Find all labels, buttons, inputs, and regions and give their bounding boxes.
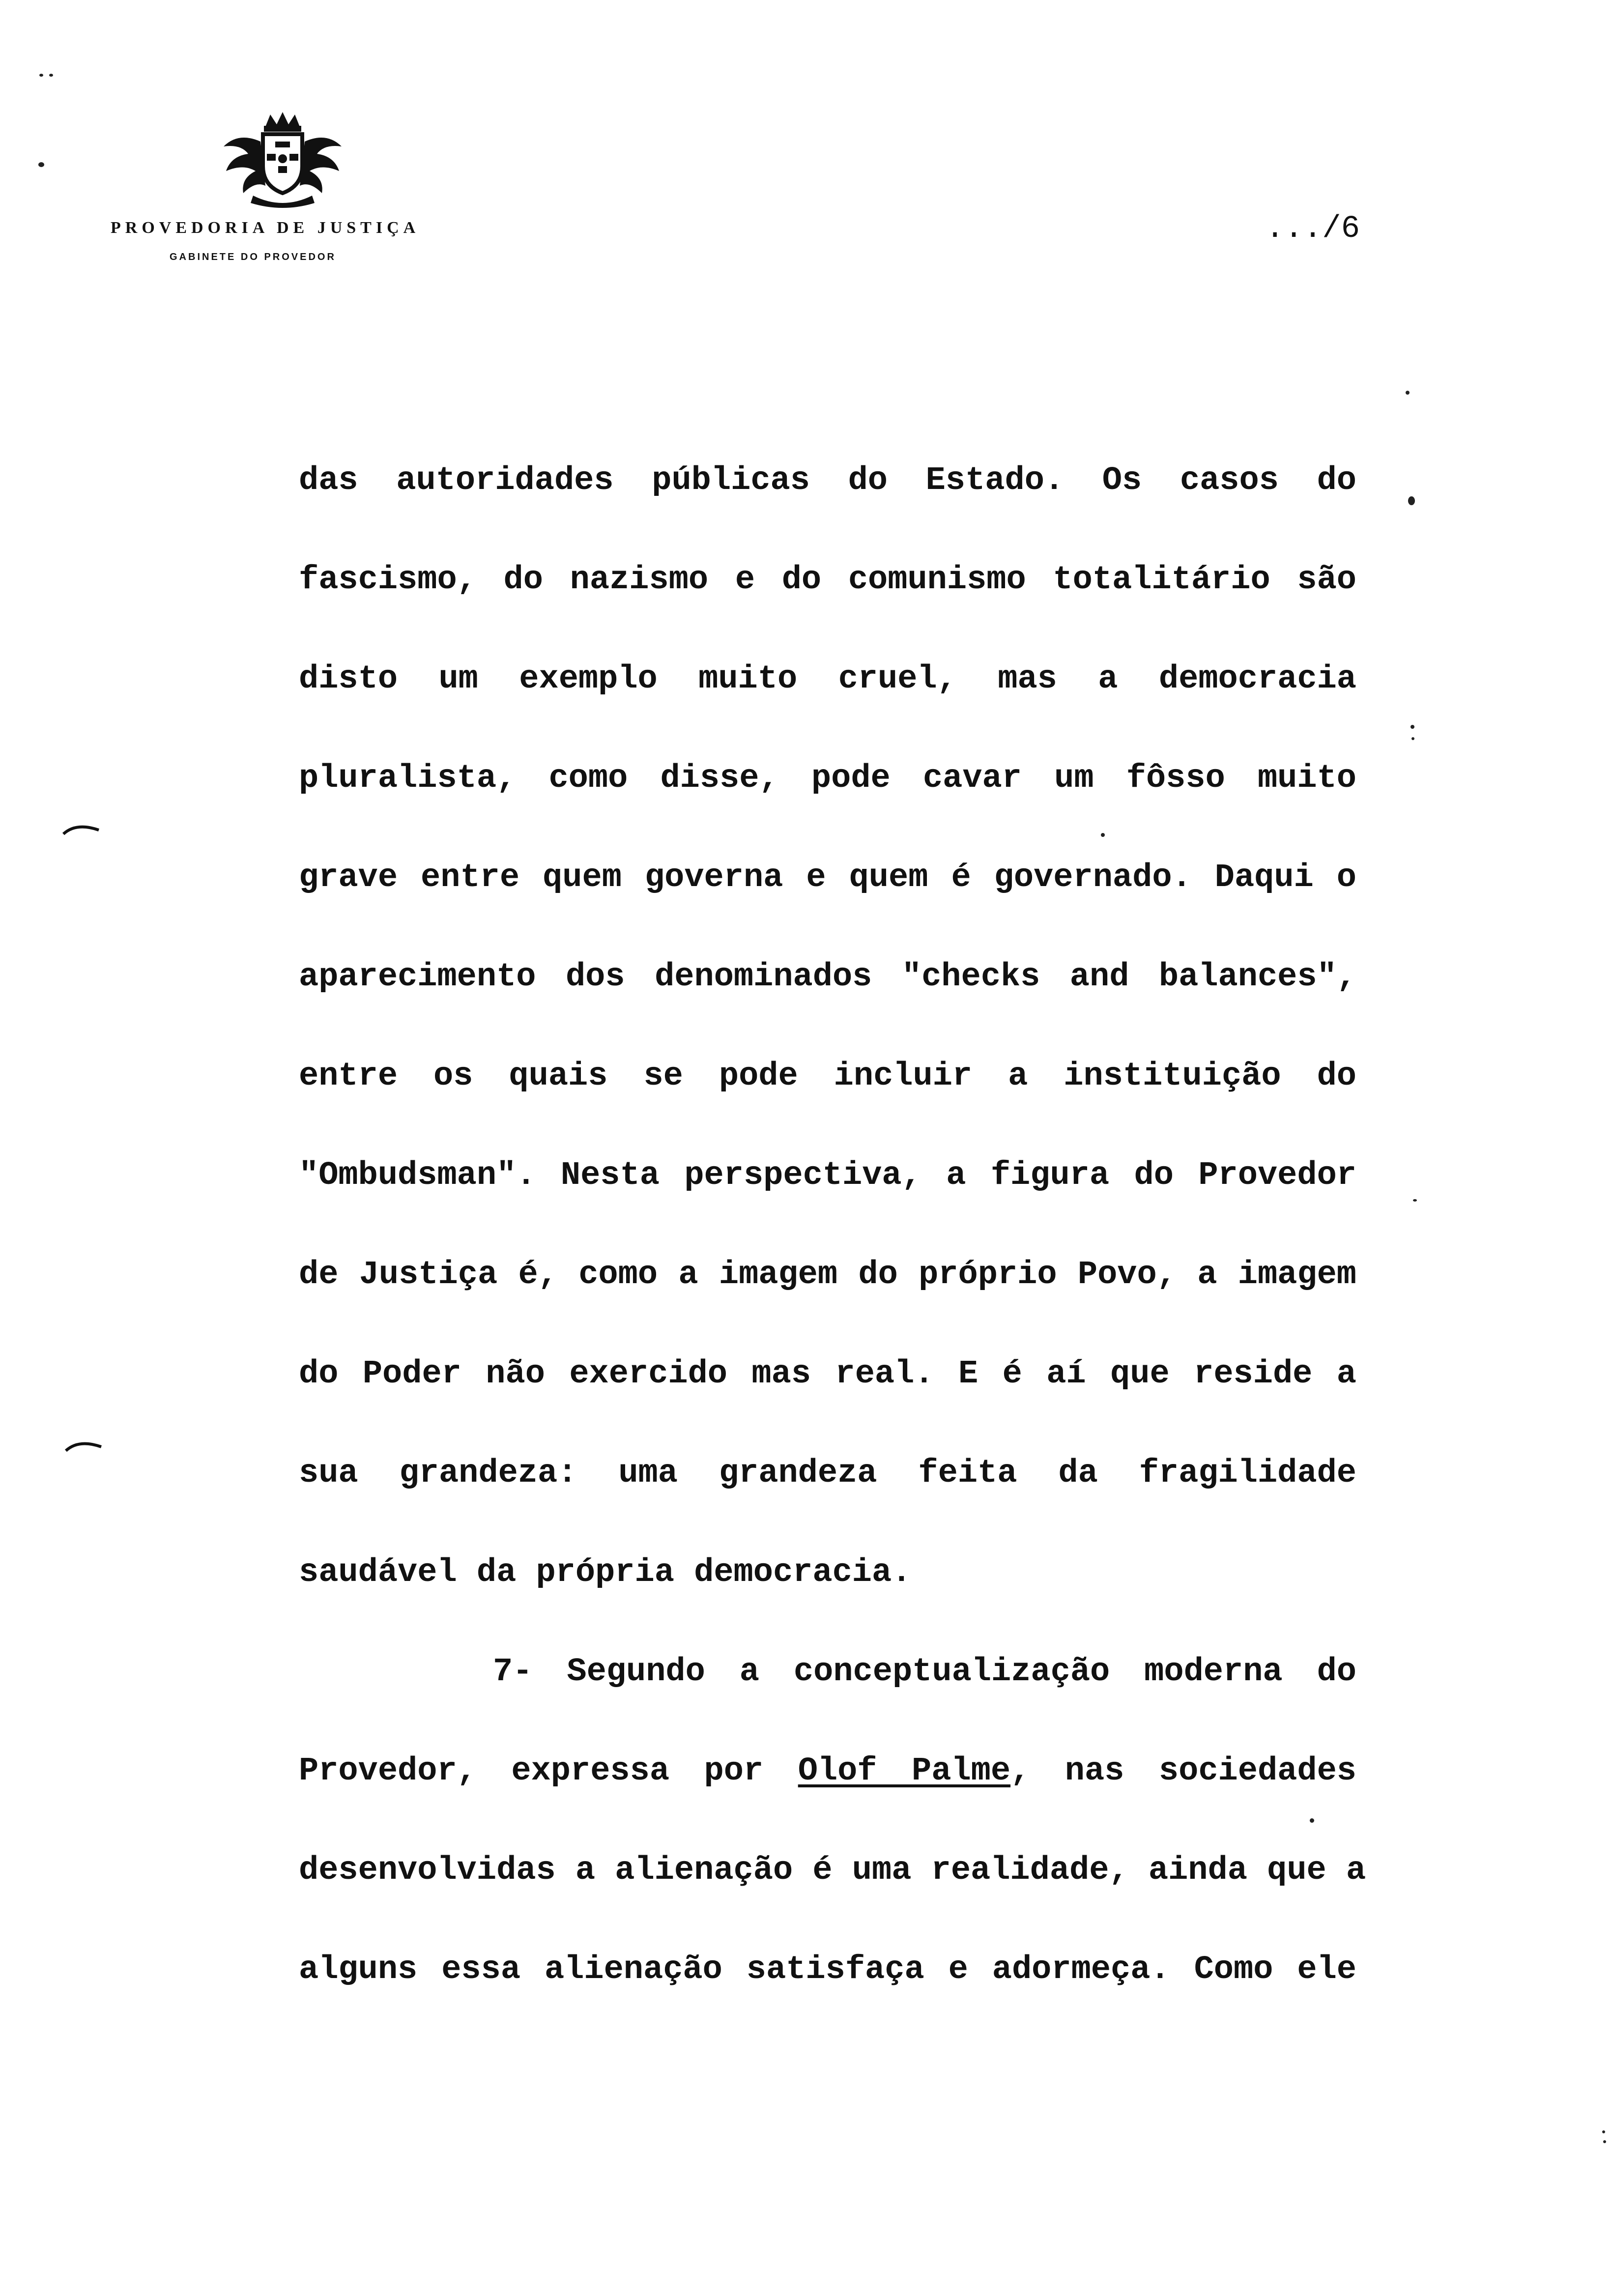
page-reference: .../6 xyxy=(1266,211,1360,247)
text-line xyxy=(299,1747,1356,1846)
scan-speck xyxy=(1310,1818,1314,1823)
body-text xyxy=(299,456,1366,2044)
scan-speck xyxy=(1406,391,1410,395)
scan-speck xyxy=(1603,2140,1606,2143)
text-line: entre os quais se pode incluir a instituição do xyxy=(299,1058,1356,1095)
text-line: disto um exemplo muito cruel, mas a democracia xyxy=(299,660,1356,698)
text-line: grave entre quem governa e quem é governado. Daqui o xyxy=(299,859,1356,896)
text-line: sua grandeza: uma grandeza feita da fragilidade xyxy=(299,1455,1356,1492)
scan-speck xyxy=(1411,737,1414,740)
text-line: fascismo, do nazismo e do comunismo totalitário são xyxy=(299,561,1356,599)
scan-speck xyxy=(1101,833,1105,837)
scan-mark xyxy=(61,818,101,838)
text-segment: Provedor, expressa por xyxy=(299,1752,798,1790)
coat-of-arms-icon xyxy=(219,112,346,210)
institution-name: PROVEDORIA DE JUSTIÇA xyxy=(111,219,420,237)
text-line: saudável da própria democracia. xyxy=(299,1554,912,1591)
text-line: do Poder não exercido mas real. E é aí que reside a xyxy=(299,1355,1356,1393)
text-line: desenvolvidas a alienação é uma realidade, ainda que a xyxy=(299,1852,1366,1889)
scan-mark xyxy=(64,1435,103,1455)
text-line: de Justiça é, como a imagem do próprio Povo, a imagem xyxy=(299,1256,1356,1293)
scan-speck xyxy=(38,162,44,167)
text-line: das autoridades públicas do Estado. Os casos do xyxy=(299,462,1356,499)
scan-speck xyxy=(1408,496,1415,505)
text-line: pluralista, como disse, pode cavar um fôsso muito xyxy=(299,760,1356,797)
office-name: GABINETE DO PROVEDOR xyxy=(170,252,336,262)
text-line: aparecimento dos denominados "checks and balances", xyxy=(299,958,1356,996)
text-line: alguns essa alienação satisfaça e adormeça. Como ele xyxy=(299,1951,1356,1988)
text-line: "Ombudsman". Nesta perspectiva, a figura do Provedor xyxy=(299,1157,1356,1194)
scan-speck xyxy=(39,74,43,77)
scan-speck xyxy=(1410,725,1414,729)
scan-speck xyxy=(1413,1199,1417,1202)
paragraph-7-start: 7- Segundo a conceptualização moderna do xyxy=(493,1653,1356,1691)
scan-speck xyxy=(1602,2130,1605,2133)
text-segment: , nas sociedades xyxy=(1010,1752,1356,1790)
person-name: Olof Palme xyxy=(798,1752,1011,1790)
scan-speck xyxy=(49,74,53,77)
